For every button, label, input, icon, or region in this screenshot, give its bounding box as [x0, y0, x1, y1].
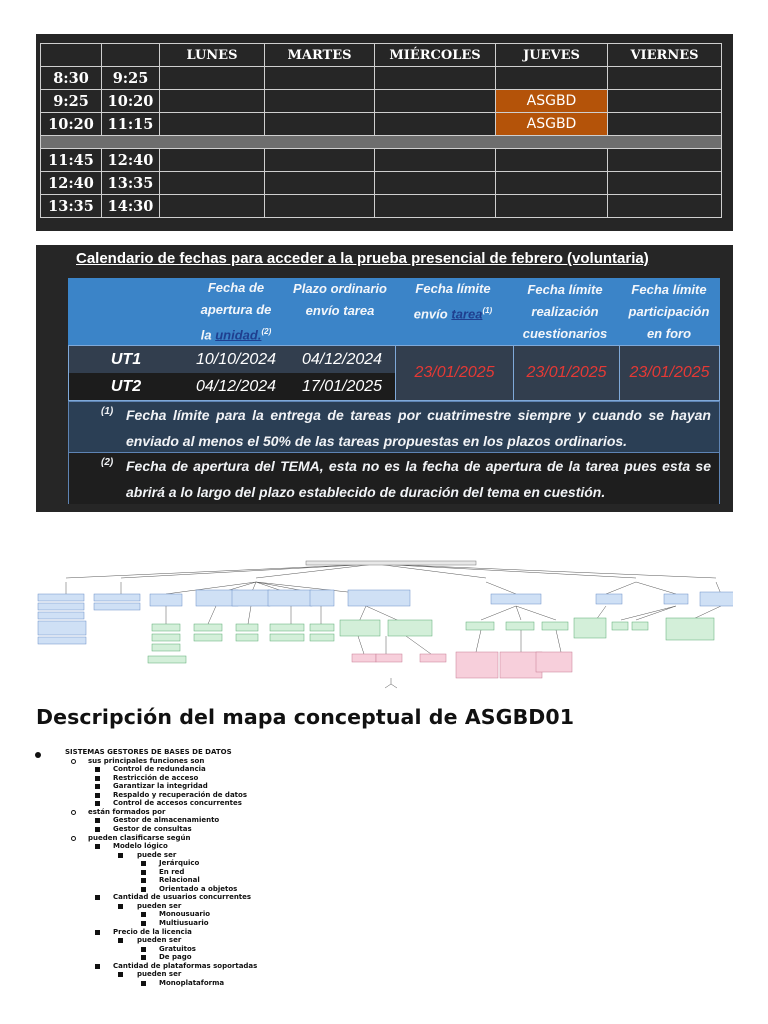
slot-cell	[375, 67, 496, 90]
footnote-ref: (2)	[261, 326, 272, 336]
outline-item-level-2: Cantidad de plataformas soportadas	[113, 961, 258, 970]
slot-cell	[496, 67, 608, 90]
header-text: envío	[413, 306, 448, 322]
timetable-panel	[36, 34, 733, 231]
ut-label: UT1	[69, 346, 183, 373]
header-text: apertura de	[200, 301, 272, 317]
slot-cell	[265, 195, 375, 218]
outline-item-level-4: Relacional	[159, 876, 200, 885]
header-cell-wednesday: MIÉRCOLES	[375, 44, 496, 67]
calendar-title: Calendario de fechas para acceder a la prueba presencial de febrero (voluntaria)	[76, 250, 649, 267]
header-text: Fecha límite	[527, 281, 603, 297]
start-time: 11:45	[41, 149, 102, 172]
header-text: la	[200, 327, 212, 343]
outline-item-level-4: Jerárquico	[159, 859, 200, 868]
outline-item-level-4: Monousuario	[159, 910, 211, 919]
outline-item-level-3: pueden ser	[137, 936, 182, 945]
timetable-header-row	[41, 44, 722, 67]
slot-cell	[265, 113, 375, 136]
header-cell-friday: VIERNES	[608, 44, 722, 67]
header-text: cuestionarios	[522, 325, 608, 341]
bullet-square	[141, 878, 146, 883]
outline-item-level-1: sus principales funciones son	[88, 756, 205, 765]
bullet-square	[95, 776, 100, 781]
outline-item-level-2: Gestor de consultas	[113, 824, 192, 833]
blue-nodes	[38, 590, 733, 644]
slot-cell	[496, 195, 608, 218]
outline-item-level-2: Gestor de almacenamiento	[113, 816, 220, 825]
outline-item-level-2: Respaldo y recuperación de datos	[113, 790, 247, 799]
header-text: en foro	[646, 325, 692, 341]
bullet-square	[141, 870, 146, 875]
bullet-square	[141, 921, 146, 926]
outline-root: SISTEMAS GESTORES DE BASES DE DATOS	[65, 748, 232, 756]
footnote-mark: (1)	[101, 406, 114, 417]
header-text: envío tarea	[305, 303, 375, 318]
bullet-square	[95, 784, 100, 789]
outline-item-level-4: Gratuitos	[159, 944, 196, 953]
bullet-square	[118, 938, 123, 943]
concept-map-diagram	[36, 560, 733, 692]
end-time: 9:25	[102, 67, 160, 90]
outline-item-level-2: Precio de la licencia	[113, 927, 192, 936]
subject-slot-asgbd: ASGBD	[496, 113, 608, 136]
start-time: 10:20	[41, 113, 102, 136]
bullet-circle	[71, 759, 76, 764]
bullet-square	[141, 887, 146, 892]
bullet-square	[141, 912, 146, 917]
header-cell-tuesday: MARTES	[265, 44, 375, 67]
bullet-square	[141, 981, 146, 986]
timetable	[40, 43, 722, 218]
slot-cell	[375, 149, 496, 172]
outline-item-level-4: Multiusuario	[159, 919, 209, 927]
limite-foro-date: 23/01/2025	[619, 346, 719, 400]
header-text: participación	[628, 303, 710, 319]
timetable-row	[41, 67, 722, 90]
outline-item-level-2: Control de accesos concurrentes	[113, 799, 242, 808]
slot-cell	[608, 195, 722, 218]
outline-item-level-3: puede ser	[137, 850, 177, 859]
bullet-square	[95, 767, 100, 772]
outline-item-level-2: Modelo lógico	[113, 842, 168, 851]
bullet-square	[141, 947, 146, 952]
bullet-square	[95, 793, 100, 798]
header-limite-cuestionarios	[512, 278, 618, 345]
end-time: 10:20	[102, 90, 160, 113]
slot-cell	[160, 149, 265, 172]
tree-connector	[385, 678, 397, 688]
outline-item-level-2: Garantizar la integridad	[113, 782, 208, 791]
bullet-square	[118, 972, 123, 977]
limite-cuestionarios-date: 23/01/2025	[513, 346, 619, 400]
slot-cell	[608, 67, 722, 90]
ut-label: UT2	[69, 373, 183, 400]
slot-cell	[608, 149, 722, 172]
header-text: Fecha límite	[631, 281, 707, 297]
start-time: 12:40	[41, 172, 102, 195]
calendar-body	[68, 345, 720, 401]
footnote-text: Fecha de apertura del TEMA, esta no es la fecha de apertura de la tarea pues esta se abrirá a lo largo del plazo establecido de duración del tema en cuestión.	[126, 458, 711, 500]
bullet-square	[95, 930, 100, 935]
header-limite-foro	[618, 278, 720, 345]
slot-cell	[265, 149, 375, 172]
bullet-square	[141, 955, 146, 960]
bullet-square	[141, 861, 146, 866]
header-text: Plazo ordinario	[293, 281, 387, 296]
limite-tarea-date: 23/01/2025	[395, 346, 513, 400]
break-row	[41, 136, 722, 149]
header-limite-tarea	[394, 278, 512, 345]
bullet-square	[95, 827, 100, 832]
slot-cell	[375, 172, 496, 195]
footnote-2	[69, 453, 719, 504]
timetable-row	[41, 113, 722, 136]
header-text: Fecha de	[207, 279, 265, 295]
outline-item-level-4: De pago	[159, 953, 192, 962]
footnote-1	[69, 402, 719, 453]
outline-item-level-1: pueden clasificarse según	[88, 833, 191, 842]
start-time: 9:25	[41, 90, 102, 113]
footnote-mark: (2)	[101, 457, 114, 468]
slot-cell	[160, 172, 265, 195]
calendar-notes	[68, 401, 720, 504]
slot-cell	[160, 90, 265, 113]
outline-item-level-2: Restricción de acceso	[113, 773, 199, 782]
header-cell-monday: LUNES	[160, 44, 265, 67]
end-time: 11:15	[102, 113, 160, 136]
plazo-date: 04/12/2024	[289, 346, 395, 373]
timetable-row	[41, 149, 722, 172]
outline-item-level-3: pueden ser	[137, 970, 182, 979]
plazo-date: 17/01/2025	[289, 373, 395, 400]
footnote-ref: (1)	[482, 306, 493, 315]
start-time: 8:30	[41, 67, 102, 90]
tarea-link[interactable]: tarea	[451, 306, 483, 322]
header-text: realización	[531, 303, 599, 319]
slot-cell	[608, 90, 722, 113]
slot-cell	[160, 195, 265, 218]
slot-cell	[375, 90, 496, 113]
slot-cell	[265, 90, 375, 113]
bullet-square	[95, 895, 100, 900]
slot-cell	[496, 172, 608, 195]
end-time: 13:35	[102, 172, 160, 195]
subject-slot-asgbd: ASGBD	[496, 90, 608, 113]
header-cell	[41, 44, 102, 67]
header-cell-thursday: JUEVES	[496, 44, 608, 67]
header-cell	[102, 44, 160, 67]
end-time: 12:40	[102, 149, 160, 172]
bullet-circle	[71, 836, 76, 841]
bullet-disc	[35, 752, 41, 758]
bullet-circle	[71, 810, 76, 815]
break-cell	[41, 136, 722, 149]
outline-item-level-2: Cantidad de usuarios concurrentes	[113, 893, 252, 902]
slot-cell	[265, 67, 375, 90]
unidad-link[interactable]: unidad.	[215, 327, 262, 343]
outline-item-level-1: están formados por	[88, 807, 166, 816]
apertura-date: 04/12/2024	[183, 373, 289, 400]
description-title: Descripción del mapa conceptual de ASGBD01	[36, 705, 575, 729]
header-text: Fecha límite	[415, 281, 491, 296]
bullet-square	[95, 964, 100, 969]
bullet-square	[95, 801, 100, 806]
slot-cell	[496, 149, 608, 172]
timetable-row	[41, 172, 722, 195]
footnote-text: Fecha límite para la entrega de tareas por cuatrimestre siempre y cuando se hayan enviado al menos el 50% de las tareas propuestas en los plazos ordinarios.	[126, 407, 711, 449]
header-apertura	[186, 278, 286, 345]
outline-item-level-2: Control de redundancia	[113, 765, 206, 774]
slot-cell	[265, 172, 375, 195]
pink-nodes	[352, 652, 572, 678]
outline-item-level-3: pueden ser	[137, 901, 182, 910]
timetable-row	[41, 195, 722, 218]
apertura-date: 10/10/2024	[183, 346, 289, 373]
header-plazo	[286, 278, 394, 345]
slot-cell	[375, 195, 496, 218]
bullet-square	[118, 853, 123, 858]
root-node	[306, 561, 476, 565]
end-time: 14:30	[102, 195, 160, 218]
bullet-square	[95, 844, 100, 849]
calendar-header	[68, 278, 720, 345]
outline-item-level-4: Monoplataforma	[159, 978, 225, 987]
slot-cell	[608, 172, 722, 195]
calendar-panel	[36, 245, 733, 512]
outline-item-level-4: Orientado a objetos	[159, 884, 238, 893]
bullet-square	[95, 818, 100, 823]
slot-cell	[160, 113, 265, 136]
slot-cell	[608, 113, 722, 136]
outline-item-level-4: En red	[159, 867, 185, 876]
slot-cell	[160, 67, 265, 90]
slot-cell	[375, 113, 496, 136]
bullet-square	[118, 904, 123, 909]
timetable-row	[41, 90, 722, 113]
concept-map[interactable]	[36, 560, 733, 692]
start-time: 13:35	[41, 195, 102, 218]
